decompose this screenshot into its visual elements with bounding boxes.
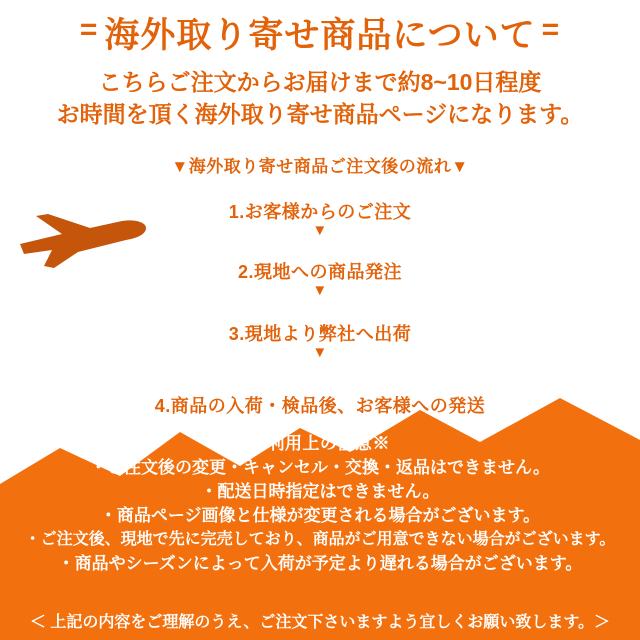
header-title-text: 海外取り寄せ商品について <box>104 16 536 55</box>
flow-step-2: 2.現地への商品発注 <box>237 262 402 282</box>
lead-line-2: お時間を頂く海外取り寄せ商品ページになります。 <box>56 101 584 127</box>
header-left-mark: = <box>79 13 99 46</box>
notice-block <box>0 432 640 582</box>
flow-arrow-3: ▼ <box>312 344 328 361</box>
flow-step-4: 4.商品の入荷・検品後、お客様への発送 <box>154 396 486 416</box>
notice-title: ※利用上の注意※ <box>250 434 390 453</box>
flow-arrow-1: ▼ <box>312 222 328 239</box>
lead-line-1: こちらご注文からお届けまで約8~10日程度 <box>98 69 542 95</box>
notice-line-4: ・ご注文後、現地で先に完売しており、商品がご用意できない場合がございます。 <box>24 531 616 548</box>
lead-paragraph <box>0 66 640 130</box>
page-title <box>0 8 640 58</box>
notice-line-3: ・商品ページ画像と仕様が変更される場合がございます。 <box>99 506 541 525</box>
flow-title: ▼海外取り寄せ商品ご注文後の流れ▼ <box>171 157 469 176</box>
flow-step-1: 1.お客様からのご注文 <box>228 202 412 222</box>
notice-line-5: ・商品やシーズンによって入荷が予定より遅れる場合がございます。 <box>57 554 583 573</box>
header-right-mark: = <box>541 13 561 46</box>
notice-line-2: ・配送日時指定はできません。 <box>200 482 440 501</box>
flow-arrow-2: ▼ <box>312 282 328 299</box>
flow-step-3: 3.現地より弊社へ出荷 <box>228 324 412 344</box>
footer-note: ＜ 上記の内容をご理解のうえ、ご注文下さいますよう宜しくお願い致します。＞ <box>29 614 611 631</box>
notice-line-1: ・ご注文後の変更・キャンセル・交換・返品はできません。 <box>89 458 551 477</box>
